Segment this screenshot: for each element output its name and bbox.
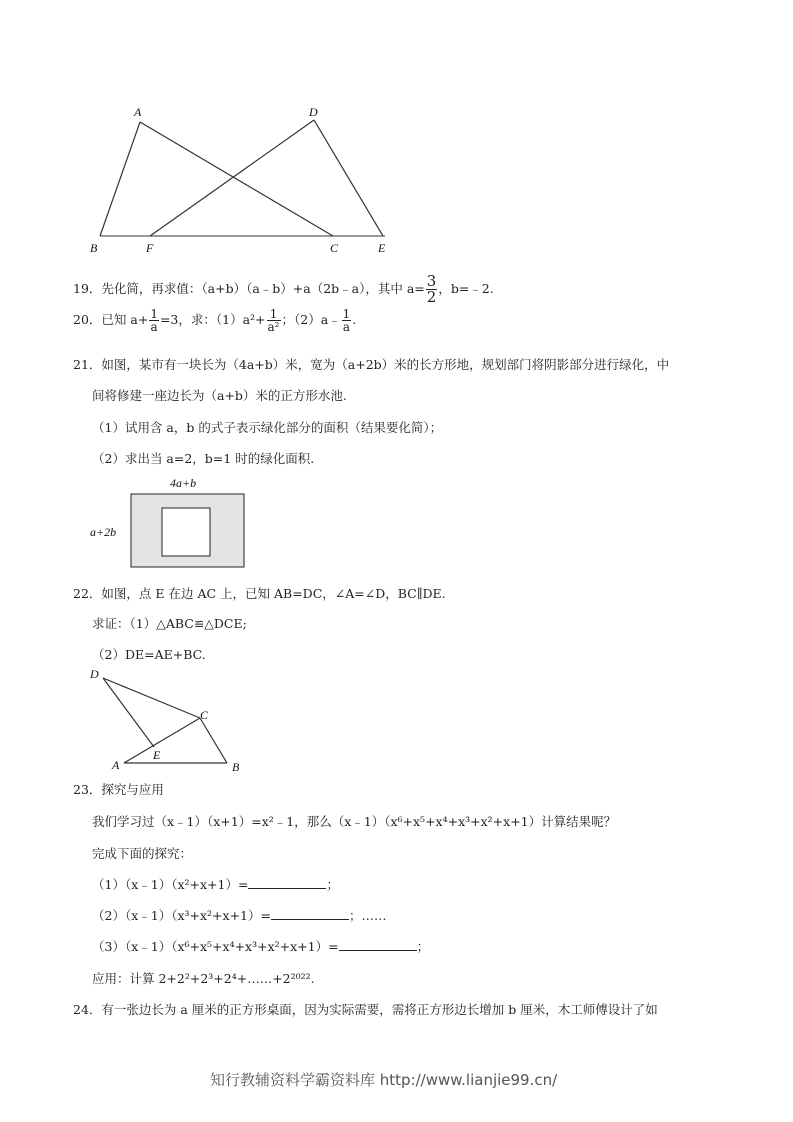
fraction-numerator: 1 <box>267 308 281 321</box>
question-text: 先化简，再求值：（a+b）（a﹣b）+a（2b﹣a），其中 a= <box>101 281 425 296</box>
label-c: C <box>200 708 209 722</box>
segment-de <box>314 120 383 236</box>
text-part: 已知 a+ <box>101 312 149 327</box>
fraction <box>149 308 159 333</box>
question-number: 19． <box>73 281 102 296</box>
question-title: 探究与应用 <box>101 782 164 797</box>
label-d: D <box>309 105 318 119</box>
question-20 <box>73 308 356 333</box>
step-end: ；…… <box>348 908 387 923</box>
label-b: B <box>232 760 240 774</box>
fraction <box>426 274 438 305</box>
question-number: 21． <box>73 357 102 372</box>
question-number: 20． <box>73 312 102 327</box>
rectangle-figure-21 <box>88 473 258 573</box>
left-dimension-label: a+2b <box>90 525 117 539</box>
fraction <box>267 308 281 333</box>
question-23-step-3 <box>92 937 429 955</box>
step-text: （1）（x﹣1）（x²+x+1）= <box>92 877 249 892</box>
triangle-figure-22 <box>86 665 256 775</box>
step-end: ； <box>416 939 430 954</box>
question-23-step-1 <box>92 875 339 893</box>
fraction-numerator: 1 <box>342 307 351 321</box>
fraction-numerator: 3 <box>426 272 437 290</box>
label-d: D <box>90 667 99 681</box>
pool-square <box>162 508 210 556</box>
question-23-step-2 <box>92 906 387 924</box>
text-part: ；（2）a﹣ <box>281 312 341 327</box>
question-22-line-2: 求证：（1）△ABC≌△DCE; <box>92 616 247 631</box>
question-22-line-1 <box>73 584 446 602</box>
question-21-line-1 <box>73 355 669 373</box>
label-e: E <box>378 241 386 255</box>
fraction-denominator: a² <box>267 320 280 334</box>
label-f: F <box>146 241 154 255</box>
step-text: （2）（x﹣1）（x³+x²+x+1）= <box>92 908 271 923</box>
text-part: =3，求：（1）a²+ <box>159 312 266 327</box>
question-tail: ，b=﹣2. <box>438 281 494 296</box>
question-19 <box>73 274 494 305</box>
top-dimension-label: 4a+b <box>170 476 197 490</box>
question-21-sub-1: （1）试用含 a，b 的式子表示绿化部分的面积（结果要化简）； <box>92 420 443 435</box>
page-footer: 知行教辅资料学霸资料库 http://www.lianjie99.cn/ <box>210 1071 558 1089</box>
question-number: 22． <box>73 586 102 601</box>
answer-blank[interactable] <box>339 938 417 951</box>
question-24-line-1 <box>73 1000 658 1018</box>
fraction <box>342 308 352 333</box>
triangle-figure-18 <box>80 100 410 260</box>
label-c: C <box>330 241 339 255</box>
question-21-line-2: 间将修建一座边长为（a+b）米的正方形水池. <box>92 388 347 403</box>
segment-ac <box>140 122 333 236</box>
answer-blank[interactable] <box>271 907 349 920</box>
question-number: 24． <box>73 1002 102 1017</box>
label-e: E <box>153 748 161 762</box>
question-23-title <box>73 780 164 798</box>
question-23-line-1: 我们学习过（x﹣1）（x+1）=x²﹣1，那么（x﹣1）（x⁶+x⁵+x⁴+x³+x²+x+1）计算结果呢？ <box>92 814 617 829</box>
question-text: 如图，点 E 在边 AC 上，已知 AB=DC，∠A=∠D，BC∥DE. <box>101 586 446 601</box>
question-22-line-3: （2）DE=AE+BC. <box>92 647 206 662</box>
segment-cb <box>200 718 227 763</box>
step-text: （3）（x﹣1）（x⁶+x⁵+x⁴+x³+x²+x+1）= <box>92 939 339 954</box>
answer-blank[interactable] <box>248 876 326 889</box>
fraction-denominator: a <box>150 320 158 334</box>
segment-ac <box>124 718 200 763</box>
question-23-line-2: 完成下面的探究： <box>92 846 193 861</box>
segment-df <box>150 120 314 236</box>
label-b: B <box>90 241 98 255</box>
text-part: . <box>352 312 357 327</box>
fraction-denominator: a <box>342 320 351 334</box>
label-a: A <box>134 105 142 119</box>
label-a: A <box>112 758 120 772</box>
question-number: 23． <box>73 782 102 797</box>
question-text: 有一张边长为 a 厘米的正方形桌面，因为实际需要，需将正方形边长增加 b 厘米，木工师傅设计了如 <box>101 1002 658 1017</box>
fraction-numerator: 1 <box>150 307 158 321</box>
segment-ab <box>100 122 140 236</box>
question-23-application: 应用：计算 2+2²+2³+2⁴+……+2²⁰²². <box>92 971 315 986</box>
step-end: ； <box>326 877 339 892</box>
question-21-sub-2: （2）求出当 a=2，b=1 时的绿化面积. <box>92 451 315 466</box>
fraction-denominator: 2 <box>426 288 437 306</box>
question-text: 如图，某市有一块长为（4a+b）米，宽为（a+2b）米的长方形地，规划部门将阴影部分进行绿化，中 <box>101 357 670 372</box>
